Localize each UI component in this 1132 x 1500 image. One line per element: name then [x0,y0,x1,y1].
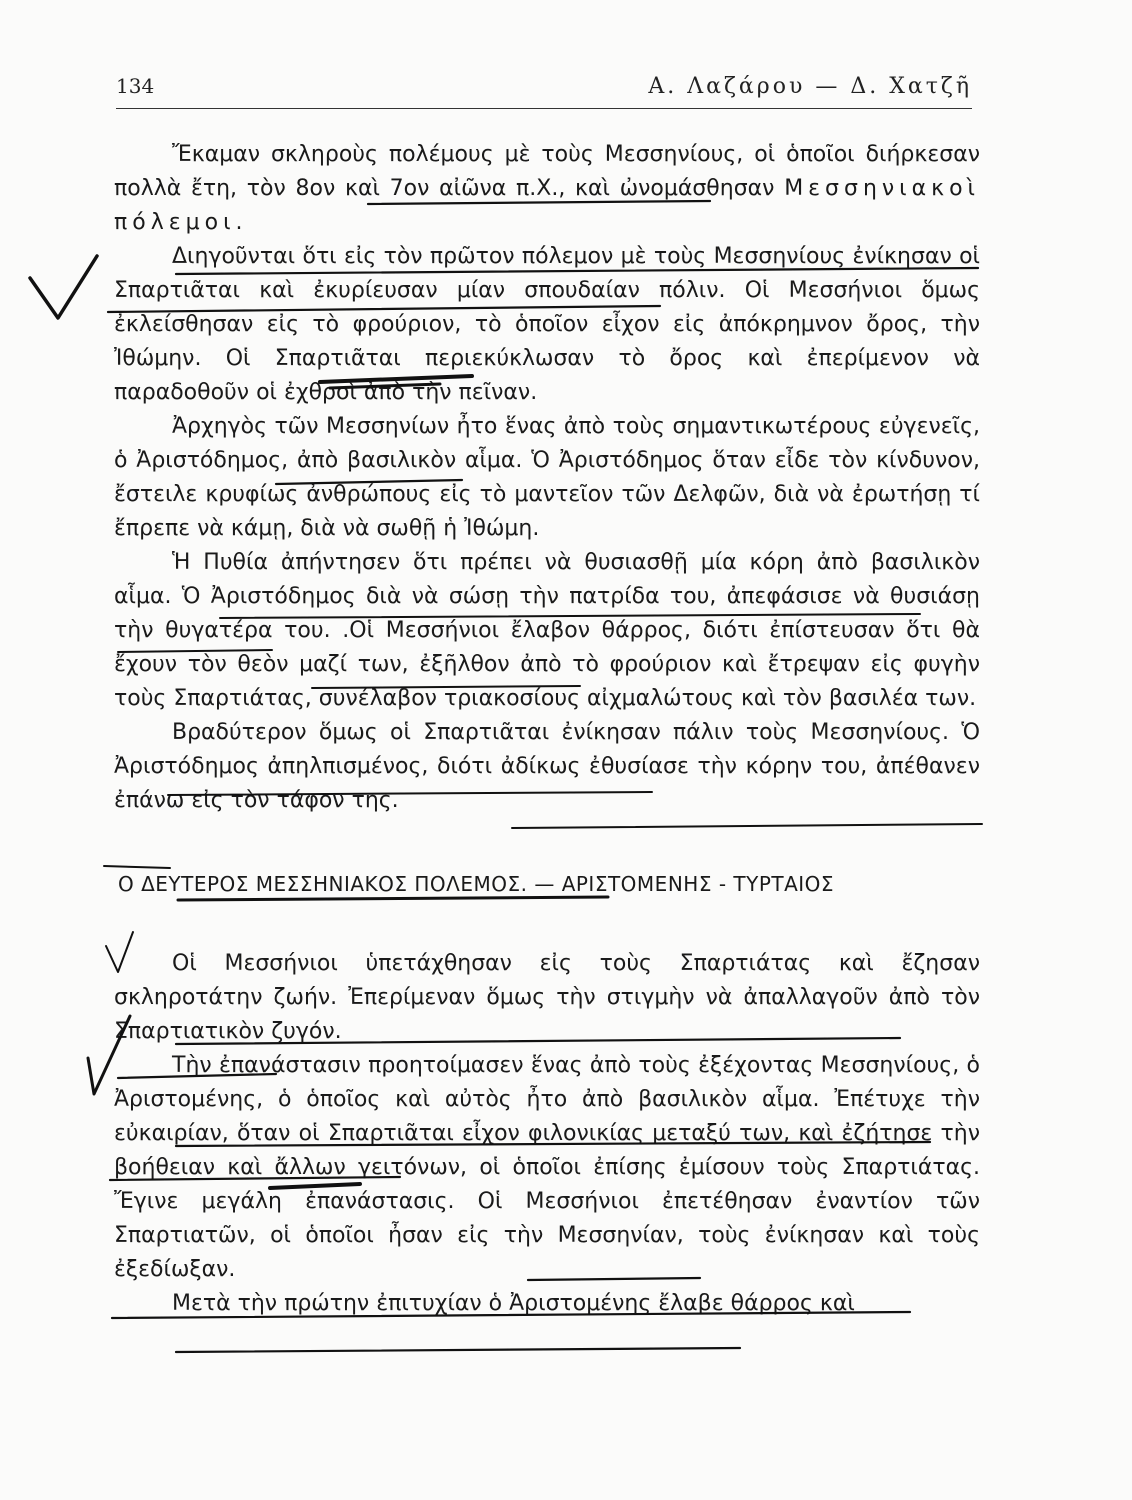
underline-mark [176,1348,740,1352]
section-heading: Ο ΔΕΥΤΕΡΟΣ ΜΕΣΣΗΝΙΑΚΟΣ ΠΟΛΕΜΟΣ. — ΑΡΙΣΤΟΜΕΝΗΣ - ΤΥΡΤΑΙΟΣ [118,872,835,896]
paragraph-3: Ἀρχηγὸς τῶν Μεσσηνίων ἦτο ἕνας ἀπὸ τοὺς σημαντικωτέρους εὐγενεῖς, ὁ Ἀριστόδημος, ἀπὸ βασιλικὸν αἷμα. Ὁ Ἀριστόδημος ὅταν εἶδε τὸν κίνδυνον, ἔστειλε κρυφίως ἀνθρώπους εἰς τὸ μαντεῖον τῶν Δελφῶν, διὰ νὰ ἐρωτήσῃ τί ἔπρεπε νὰ κάμῃ, διὰ νὰ σωθῇ ἡ Ἰθώμη. [114,414,980,541]
paragraph-1 [114,138,980,240]
paragraph-6: Οἱ Μεσσήνιοι ὑπετάχθησαν εἰς τοὺς Σπαρτιάτας καὶ ἔζησαν σκληροτάτην ζωήν. Ἐπερίμεναν ὅμως τὴν στιγμὴν νὰ ἀπαλλαγοῦν ἀπὸ τὸν Σπαρτιατικὸν ζυγόν. [114,951,980,1044]
checkmark-icon [30,256,97,318]
page-header [116,74,972,109]
paragraph-8: Μετὰ τὴν πρώτην ἐπιτυχίαν ὁ Ἀριστομένης ἔλαβε θάρρος καὶ [172,1291,855,1316]
paragraph-2: Διηγοῦνται ὅτι εἰς τὸν πρῶτον πόλεμον μὲ τοὺς Μεσσηνίους ἐνίκησαν οἱ Σπαρτιᾶται καὶ ἐκυρίευσαν μίαν σπουδαίαν πόλιν. Οἱ Μεσσήνιοι ὅμως ἐκλείσθησαν εἰς τὸ φρούριον, τὸ ὁποῖον εἶχον εἰς ἀπόκρημνον ὄρος, τὴν Ἰθώμην. Οἱ Σπαρτιᾶται περιεκύκλωσαν τὸ ὄρος καὶ ἐπερίμενον νὰ παραδοθοῦν οἱ ἐχθροὶ ἀπὸ τὴν πεῖναν. [114,244,980,405]
paragraph-1-text: Ἔκαμαν σκληροὺς πολέμους μὲ τοὺς Μεσσηνίους, οἱ ὁποῖοι διήρκεσαν πολλὰ ἔτη, τὸν 8ον καὶ 7ον αἰῶνα π.Χ., καὶ ὠνομάσθησαν [114,142,980,201]
body-text [114,138,980,1321]
running-head: Α. Λαζάρου — Δ. Χατζῆ [648,74,972,99]
paragraph-1-spaced-term: Μεσσηνιακοὶ πόλεμοι. [114,176,980,235]
paragraph-7: Τὴν ἐπανάστασιν προητοίμασεν ἕνας ἀπὸ τοὺς ἐξέχοντας Μεσσηνίους, ὁ Ἀριστομένης, ὁ ὁποῖος καὶ αὐτὸς ἦτο ἀπὸ βασιλικὸν αἷμα. Ἐπέτυχε τὴν εὐκαιρίαν, ὅταν οἱ Σπαρτιᾶται εἶχον φιλονικίας μεταξύ των, καὶ ἐζήτησε τὴν βοήθειαν καὶ ἄλλων γειτόνων, οἱ ὁποῖοι ἐπίσης ἐμίσουν τοὺς Σπαρτιάτας. Ἔγινε μεγάλη ἐπανάστασις. Οἱ Μεσσήνιοι ἐπετέθησαν ἐναντίον τῶν Σπαρτιατῶν, οἱ ὁποῖοι ἦσαν εἰς τὴν Μεσσηνίαν, τοὺς ἐνίκησαν καὶ τοὺς ἐξεδίωξαν. [114,1053,980,1282]
paragraph-4: Ἡ Πυθία ἀπήντησεν ὅτι πρέπει νὰ θυσιασθῇ μία κόρη ἀπὸ βασιλικὸν αἷμα. Ὁ Ἀριστόδημος διὰ νὰ σώσῃ τὴν πατρίδα του, ἀπεφάσισε νὰ θυσιάσῃ τὴν θυγατέρα του. .Οἱ Μεσσήνιοι ἔλαβον θάρρος, διότι ἐπίστευσαν ὅτι θὰ ἔχουν τὸν θεὸν μαζί των, ἐξῆλθον ἀπὸ τὸ φρούριον καὶ ἔτρεψαν εἰς φυγὴν τοὺς Σπαρτιάτας, συνέλαβον τριακοσίους αἰχμαλώτους καὶ τὸν βασιλέα των. [114,550,980,711]
paragraph-5: Βραδύτερον ὅμως οἱ Σπαρτιᾶται ἐνίκησαν πάλιν τοὺς Μεσσηνίους. Ὁ Ἀριστόδημος ἀπηλπισμένος, διότι ἀδίκως ἐθυσίασε τὴν κόρην του, ἀπέθανεν ἐπάνω εἰς τὸν τάφον της. [114,720,980,813]
page-number: 134 [116,74,155,98]
